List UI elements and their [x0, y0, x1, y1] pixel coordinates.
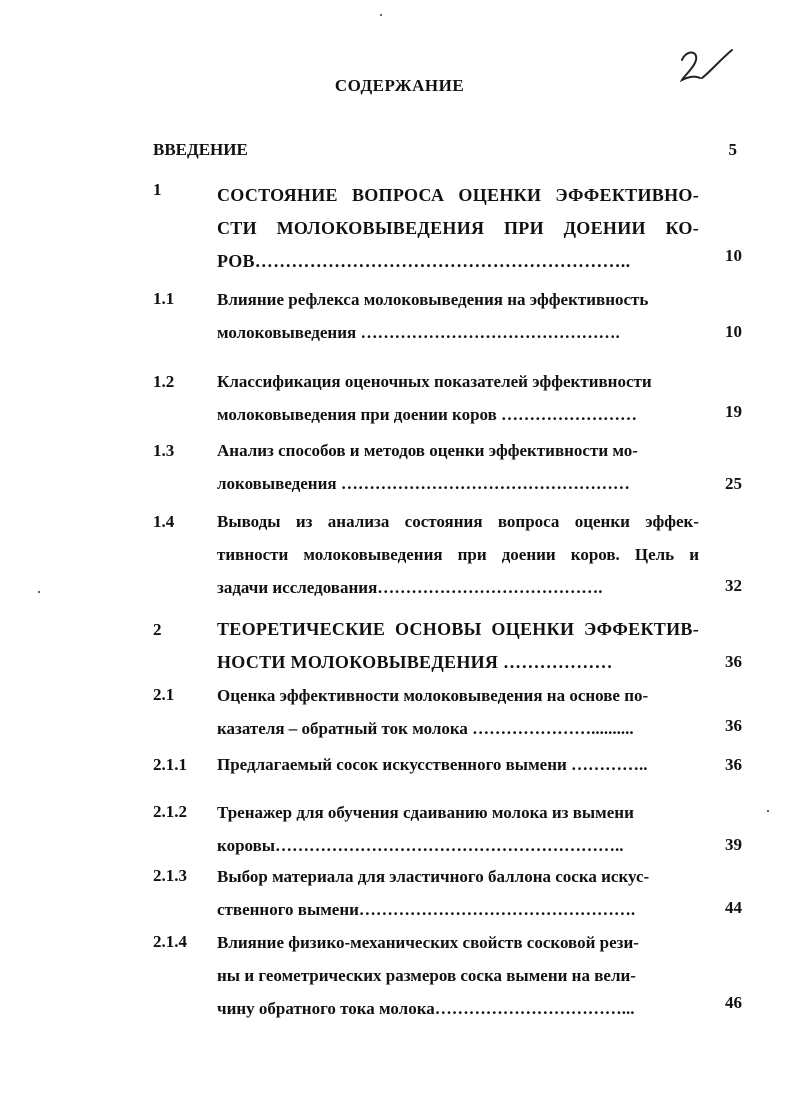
toc-entry-line: ственного вымени…………………………………………. — [217, 900, 636, 919]
toc-entry-number: 2.1.1 — [153, 755, 187, 774]
scan-speck — [38, 591, 40, 593]
toc-entry-page: 25 — [725, 474, 742, 493]
toc-entry-line: Влияние рефлекса молоковыведения на эффективность — [217, 290, 649, 309]
toc-entry-line: СОСТОЯНИЕ ВОПРОСА ОЦЕНКИ ЭФФЕКТИВНО- — [217, 185, 699, 205]
toc-entry-title — [217, 365, 699, 431]
toc-entry-line: молоковыведения при доении коров …………………… — [217, 405, 638, 424]
toc-entry-number: 1.1 — [153, 289, 175, 308]
toc-entry-line: тивности молоковыведения при доении коров. Цель и — [217, 545, 699, 564]
toc-entry-page: 36 — [725, 716, 742, 735]
toc-entry-page: 39 — [725, 835, 742, 854]
toc-entry-line: Тренажер для обучения сдаиванию молока из вымени — [217, 803, 634, 822]
toc-entry-title — [217, 926, 699, 1025]
toc-entry-number: 2 — [153, 620, 162, 639]
toc-entry-page: 19 — [725, 402, 742, 421]
toc-entry-line: казателя – обратный ток молока ………………….......... — [217, 719, 634, 738]
toc-entry-line: Выводы из анализа состояния вопроса оценки эффек- — [217, 512, 699, 531]
toc-entry-title — [217, 860, 699, 926]
toc-entry-page: 36 — [725, 652, 742, 671]
toc-entry-line: молоковыведения ………………………………………. — [217, 323, 620, 342]
page-title: СОДЕРЖАНИЕ — [334, 76, 465, 95]
toc-entry-title — [217, 748, 699, 781]
toc-entry-title — [217, 505, 699, 604]
toc-entry-line: Предлагаемый сосок искусственного вымени ………….. — [217, 755, 648, 774]
toc-entry-line: Анализ способов и методов оценки эффективности мо- — [217, 441, 638, 460]
toc-entry-title — [217, 796, 699, 862]
toc-entry-line: коровы…………………………………………………….. — [217, 836, 624, 855]
toc-entry-number: 2.1.2 — [153, 802, 187, 821]
toc-entry-title — [217, 179, 699, 278]
toc-entry-title — [217, 283, 699, 349]
toc-entry-line: Выбор материала для эластичного баллона соска искус- — [217, 867, 650, 886]
toc-entry-line: ны и геометрических размеров соска вымени на вели- — [217, 966, 636, 985]
toc-entry-line: НОСТИ МОЛОКОВЫВЕДЕНИЯ ……………… — [217, 652, 613, 672]
toc-entry-page: 32 — [725, 576, 742, 595]
toc-entry-number: 1.3 — [153, 441, 175, 460]
toc-entry-number: 2.1.4 — [153, 932, 187, 951]
scan-speck — [767, 810, 769, 812]
toc-entry-line: локовыведения …………………………………………… — [217, 474, 630, 493]
toc-entry-line: ТЕОРЕТИЧЕСКИЕ ОСНОВЫ ОЦЕНКИ ЭФФЕКТИВ- — [217, 619, 699, 639]
toc-entry-line: чину обратного тока молока……………………………... — [217, 999, 635, 1018]
toc-entry-page: 36 — [725, 755, 742, 774]
toc-entry-line: Влияние физико-механических свойств сосковой рези- — [217, 933, 639, 952]
toc-entry-title — [217, 434, 699, 500]
toc-entry-line: задачи исследования…………………………………. — [217, 578, 603, 597]
toc-entry-number: 2.1.3 — [153, 866, 187, 885]
toc-entry-line: РОВ…………………………………………………….. — [217, 251, 631, 271]
toc-entry-number: 1.4 — [153, 512, 175, 531]
toc-entry-title — [217, 679, 699, 745]
toc-entry-number: 2.1 — [153, 685, 175, 704]
toc-entry-line: Оценка эффективности молоковыведения на основе по- — [217, 686, 649, 705]
toc-entry-line: Классификация оценочных показателей эффективности — [217, 372, 652, 391]
toc-entry-page: 10 — [725, 246, 742, 265]
toc-entry-page: 10 — [725, 322, 742, 341]
toc-entry-line: СТИ МОЛОКОВЫВЕДЕНИЯ ПРИ ДОЕНИИ КО- — [217, 218, 699, 238]
toc-intro-page: 5 — [728, 140, 737, 159]
toc-entry-page: 44 — [725, 898, 742, 917]
toc-entry-number: 1 — [153, 180, 162, 199]
scan-speck — [380, 14, 382, 16]
toc-entry-page: 46 — [725, 993, 742, 1012]
toc-entry-number: 1.2 — [153, 372, 175, 391]
toc-entry-title — [217, 613, 699, 679]
toc-intro-label: ВВЕДЕНИЕ — [153, 140, 248, 159]
